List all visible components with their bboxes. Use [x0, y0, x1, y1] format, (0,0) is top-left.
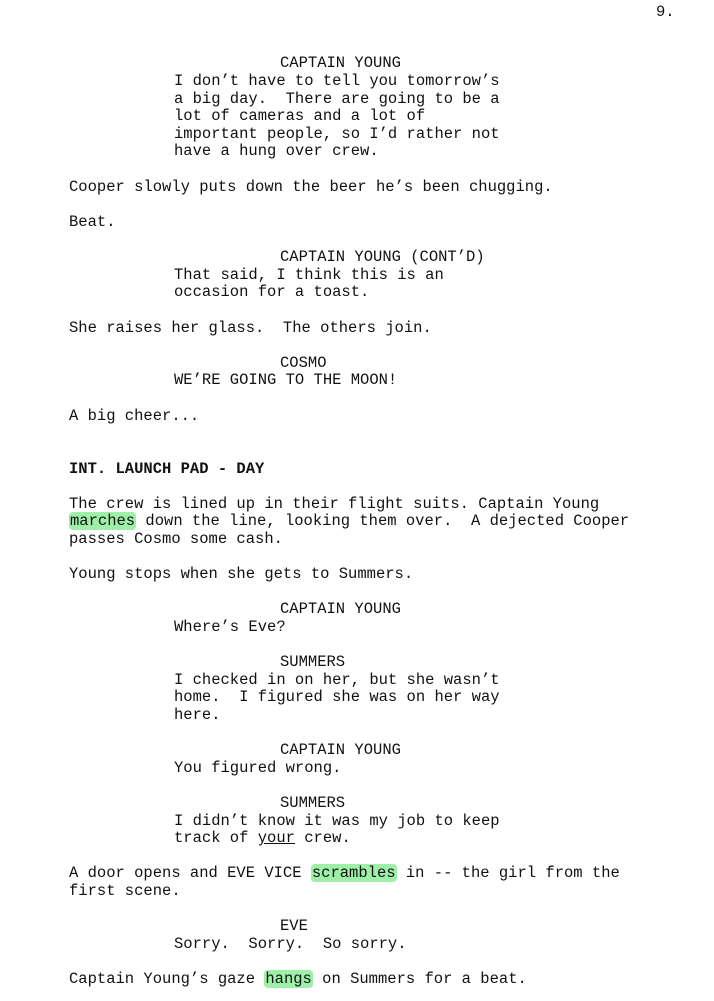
dialogue-line: Sorry. Sorry. So sorry. [174, 934, 407, 953]
dialogue-line: here. [174, 706, 221, 724]
scene-heading: INT. LAUNCH PAD - DAY [69, 459, 265, 478]
dialogue-line: lot of cameras and a lot of [174, 107, 426, 126]
action-line: Captain Young’s gaze hangs on Summers for a beat. [69, 970, 527, 988]
dialogue-line: I don’t have to tell you tomorrow’s [174, 72, 500, 90]
highlighted-word: scrambles [311, 864, 396, 883]
dialogue-line: have a hung over crew. [174, 142, 379, 161]
character-cue: EVE [280, 917, 308, 936]
dialogue-line: home. I figured she was on her way [174, 688, 500, 707]
underlined-word: your [257, 829, 295, 848]
action-line: Young stops when she gets to Summers. [69, 565, 414, 584]
dialogue-line: Where’s Eve? [174, 618, 286, 636]
action-line: Beat. [69, 213, 116, 231]
action-line: marches down the line, looking them over. A dejected Cooper [70, 512, 630, 531]
action-line: first scene. [69, 882, 181, 900]
action-line: A door opens and EVE VICE scrambles in -- the girl from the [69, 864, 620, 883]
action-line: Cooper slowly puts down the beer he’s been chugging. [69, 178, 553, 196]
character-cue: CAPTAIN YOUNG [280, 54, 401, 72]
character-cue: COSMO [280, 353, 327, 372]
dialogue-line: WE’RE GOING TO THE MOON! [174, 371, 398, 390]
dialogue-line: I checked in on her, but she wasn’t [174, 670, 500, 689]
highlighted-word: marches [70, 512, 136, 531]
character-cue: SUMMERS [280, 653, 346, 672]
dialogue-line: important people, so I’d rather not [174, 124, 500, 143]
page-number: 9. [656, 3, 675, 21]
highlighted-word: hangs [265, 970, 312, 988]
dialogue-line: I didn’t know it was my job to keep [174, 811, 500, 830]
character-cue: CAPTAIN YOUNG [280, 741, 401, 760]
character-cue: SUMMERS [280, 794, 346, 812]
dialogue-line: a big day. There are going to be a [174, 89, 500, 108]
character-cue: CAPTAIN YOUNG (CONT’D) [280, 248, 485, 266]
dialogue-line: track of your crew. [174, 829, 351, 848]
character-cue: CAPTAIN YOUNG [280, 600, 401, 619]
dialogue-line: That said, I think this is an [174, 265, 444, 284]
action-line: The crew is lined up in their flight suits. Captain Young [69, 494, 600, 513]
action-line: A big cheer... [69, 406, 200, 425]
action-line: passes Cosmo some cash. [69, 530, 283, 548]
dialogue-line: You figured wrong. [174, 758, 342, 777]
dialogue-line: occasion for a toast. [174, 283, 370, 302]
action-line: She raises her glass. The others join. [69, 318, 432, 337]
